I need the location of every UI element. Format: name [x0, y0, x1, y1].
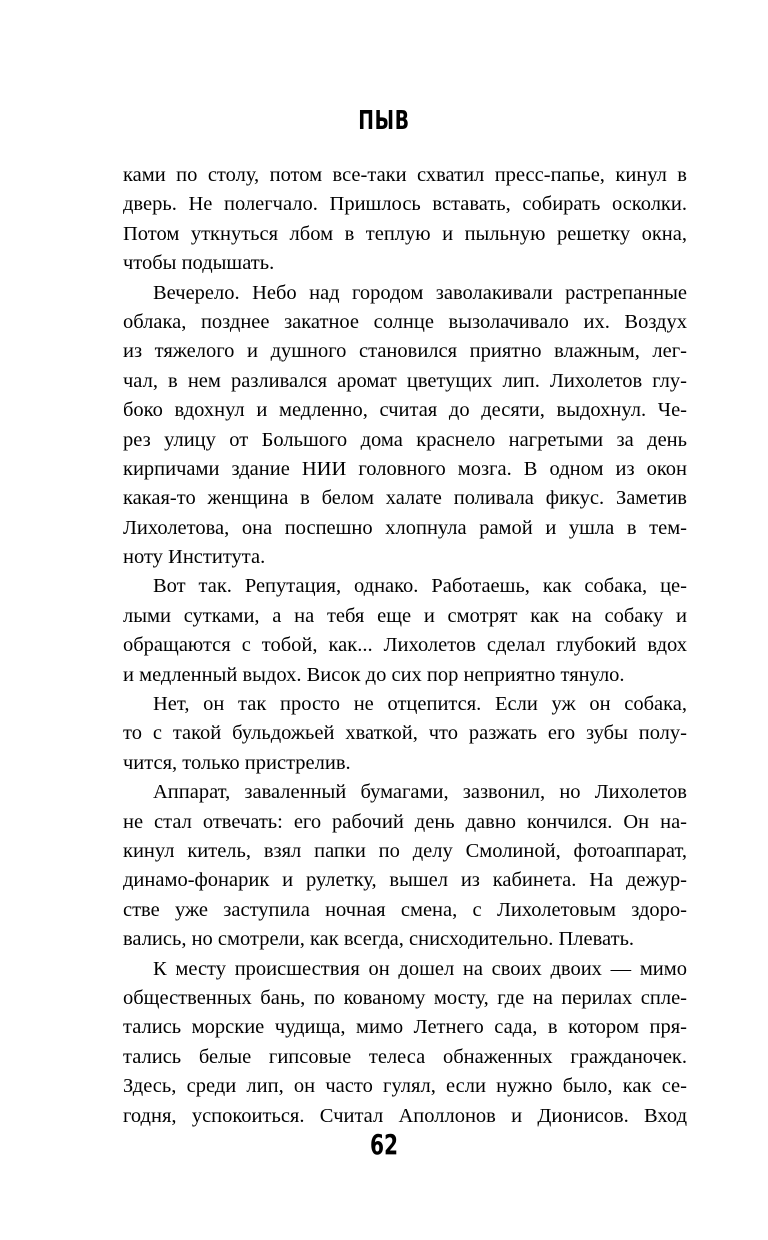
text-line: Вот так. Репутация, однако. Работаешь, как собака, це- — [153, 575, 687, 598]
text-line: годня, успокоиться. Считал Аполлонов и Дионисов. Вход — [123, 1104, 687, 1127]
text-line: тались морские чудища, мимо Летнего сада, в котором пря- — [123, 1016, 687, 1039]
text-line: К месту происшествия он дошел на своих двоих — мимо — [153, 957, 687, 980]
body-text — [123, 161, 687, 1131]
text-line: общественных бань, по кованому мосту, где на перилах спле- — [123, 986, 687, 1009]
text-line: чал, в нем разливался аромат цветущих лип. Лихолетов глу- — [123, 369, 687, 392]
text-line: рез улицу от Большого дома краснело нагретыми за день — [123, 428, 687, 451]
text-line: и медленный выдох. Висок до сих пор неприятно тянуло. — [123, 663, 625, 686]
text-line: Аппарат, заваленный бумагами, зазвонил, но Лихолетов — [153, 781, 687, 804]
running-head: ПЫВ — [358, 106, 410, 136]
text-line: ноту Института. — [123, 546, 266, 569]
text-line: чится, только пристрелив. — [123, 751, 351, 774]
text-line: лыми сутками, а на тебя еще и смотрят как на собаку и — [123, 604, 687, 627]
text-line: Нет, он так просто не отцепится. Если уж он собака, — [153, 693, 687, 716]
text-line: дверь. Не полегчало. Пришлось вставать, собирать осколки. — [123, 193, 687, 216]
text-line: то с такой бульдожьей хваткой, что разжать его зубы полу- — [123, 722, 687, 745]
text-line: кинул китель, взял папки по делу Смолиной, фотоаппарат, — [123, 839, 687, 862]
text-line: тались белые гипсовые телеса обнаженных гражданочек. — [123, 1045, 687, 1068]
text-line: боко вдохнул и медленно, считая до десяти, выдохнул. Че- — [123, 399, 687, 422]
text-line: из тяжелого и душного становился приятно влажным, лег- — [123, 340, 687, 363]
text-line: динамо-фонарик и рулетку, вышел из кабинета. На дежур- — [123, 869, 687, 892]
text-line: стве уже заступила ночная смена, с Лихолетовым здоро- — [123, 898, 687, 921]
text-line: чтобы подышать. — [123, 252, 275, 275]
text-line: какая-то женщина в белом халате поливала фикус. Заметив — [123, 487, 687, 510]
text-line: Потом уткнуться лбом в теплую и пыльную решетку окна, — [123, 222, 687, 245]
text-line: обращаются с тобой, как... Лихолетов сделал глубокий вдох — [123, 634, 687, 657]
text-line: вались, но смотрели, как всегда, снисходительно. Плевать. — [123, 928, 635, 951]
text-line: кирпичами здание НИИ головного мозга. В одном из окон — [123, 457, 687, 480]
text-line: не стал отвечать: его рабочий день давно кончился. Он на- — [123, 810, 687, 833]
text-line: ками по столу, потом все-таки схватил пресс-папье, кинул в — [123, 164, 687, 186]
text-line: Здесь, среди лип, он часто гулял, если нужно было, как се- — [123, 1075, 687, 1098]
text-line: Лихолетова, она поспешно хлопнула рамой и ушла в тем- — [123, 516, 687, 539]
text-line: Вечерело. Небо над городом заволакивали растрепанные — [153, 281, 687, 304]
page-number: 62 — [369, 1128, 399, 1161]
text-line: облака, позднее закатное солнце вызолачивало их. Воздух — [123, 310, 687, 333]
